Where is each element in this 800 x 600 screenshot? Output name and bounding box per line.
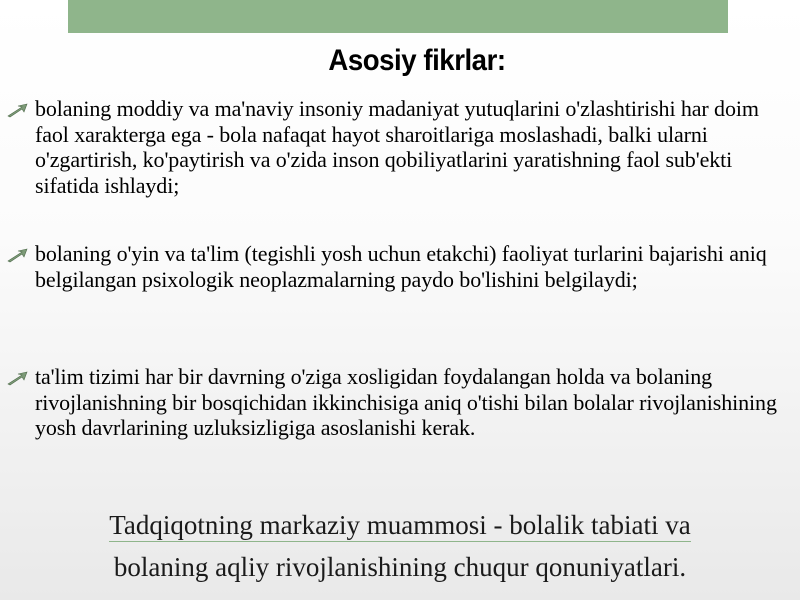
- bullet-text: bolaning moddiy va ma'naviy insoniy madaniyat yutuqlarini o'zlashtirishi har doim faol xarakterga ega - bola nafaqat hayot sharoitlariga moslashadi, balki ularni o'zgartirish, ko'paytirish va o'zida inson qobiliyatlarini yaratishning faol sub'ekti sifatida ishlaydi;: [35, 96, 759, 198]
- conclusion-text: [0, 507, 800, 585]
- bullet-text: bolaning o'yin va ta'lim (tegishli yosh uchun etakchi) faoliyat turlarini bajarishi aniq belgilangan psixologik neoplazmalarning paydo bo'lishini belgilaydi;: [35, 241, 767, 292]
- bullet-text: ta'lim tizimi har bir davrning o'ziga xosligidan foydalangan holda va bolaning rivojlanishning bir bosqichidan ikkinchisiga aniq o'tishi bilan bolalar rivojlanishining yosh davrlarining uzluksizligiga asoslanishi kerak.: [35, 364, 777, 440]
- conclusion-line-1: Tadqiqotning markaziy muammosi - bolalik tabiati va: [109, 510, 691, 540]
- conclusion-line-2: bolaning aqliy rivojlanishining chuqur qonuniyatlari.: [113, 552, 687, 582]
- slide-title: Asosiy fikrlar:: [328, 44, 506, 77]
- arrow-bullet-icon: [7, 370, 31, 386]
- arrow-bullet-icon: [7, 102, 31, 118]
- top-accent-bar: [68, 0, 728, 33]
- arrow-bullet-icon: [7, 247, 31, 263]
